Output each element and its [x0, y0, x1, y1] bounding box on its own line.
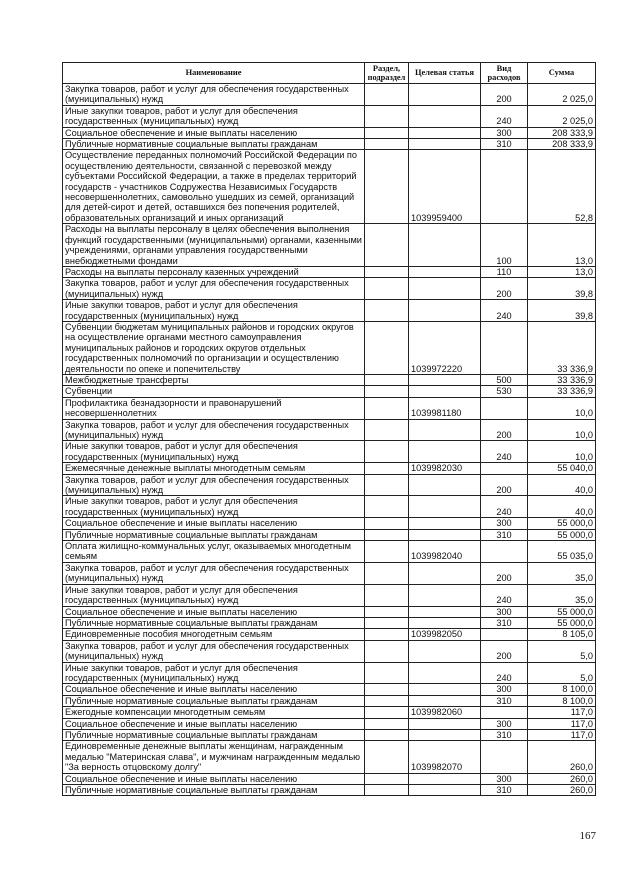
cell-article	[409, 278, 481, 300]
cell-kind: 200	[481, 640, 528, 662]
cell-section	[365, 419, 409, 441]
cell-kind: 530	[481, 386, 528, 397]
table-row	[63, 496, 596, 518]
cell-section	[365, 139, 409, 150]
table-row	[63, 266, 596, 277]
cell-section	[365, 397, 409, 419]
cell-sum: 2 025,0	[528, 84, 596, 106]
cell-sum: 55 000,0	[528, 617, 596, 628]
cell-kind: 240	[481, 662, 528, 684]
cell-article: 1039982030	[409, 463, 481, 474]
table-row	[63, 541, 596, 563]
cell-kind: 500	[481, 374, 528, 385]
cell-sum: 8 100,0	[528, 684, 596, 695]
cell-kind: 240	[481, 105, 528, 127]
cell-kind	[481, 629, 528, 640]
cell-section	[365, 529, 409, 540]
cell-name: Закупка товаров, работ и услуг для обеспечения государственных (муниципальных) нужд	[63, 278, 365, 300]
cell-name: Субвенции бюджетам муниципальных районов и городских округов на осуществление органами местного самоуправления муниципальных районов и городских округов отдельных государственных полномочий по организации и осуществлению деятельности по опеке и попечительству	[63, 321, 365, 374]
cell-name: Субвенции	[63, 386, 365, 397]
cell-article	[409, 584, 481, 606]
budget-table	[62, 62, 596, 796]
cell-name: Ежегодные компенсации многодетным семьям	[63, 707, 365, 718]
cell-kind: 310	[481, 695, 528, 706]
cell-article	[409, 606, 481, 617]
page-number: 167	[579, 830, 596, 842]
cell-article	[409, 562, 481, 584]
cell-name: Единовременные денежные выплаты женщинам, награжденным медалью "Материнская слава", и мужчинам награжденным медалью "За верность отцовскому долгу"	[63, 741, 365, 773]
cell-sum: 55 000,0	[528, 518, 596, 529]
cell-section	[365, 718, 409, 729]
cell-sum: 40,0	[528, 496, 596, 518]
cell-kind	[481, 741, 528, 773]
cell-kind: 200	[481, 84, 528, 106]
cell-name: Иные закупки товаров, работ и услуг для обеспечения государственных (муниципальных) нужд	[63, 441, 365, 463]
cell-name: Иные закупки товаров, работ и услуг для обеспечения государственных (муниципальных) нужд	[63, 496, 365, 518]
cell-name: Иные закупки товаров, работ и услуг для обеспечения государственных (муниципальных) нужд	[63, 662, 365, 684]
table-row	[63, 606, 596, 617]
cell-name: Закупка товаров, работ и услуг для обеспечения государственных (муниципальных) нужд	[63, 562, 365, 584]
cell-kind: 240	[481, 496, 528, 518]
cell-kind: 200	[481, 474, 528, 496]
cell-kind: 300	[481, 606, 528, 617]
cell-sum: 260,0	[528, 785, 596, 796]
table-row	[63, 785, 596, 796]
header-kind: Вид расходов	[481, 63, 528, 84]
header-article: Целевая статья	[409, 63, 481, 84]
cell-article	[409, 496, 481, 518]
cell-name: Социальное обеспечение и иные выплаты населению	[63, 773, 365, 784]
cell-kind: 310	[481, 529, 528, 540]
cell-name: Осуществление переданных полномочий Российской Федерации по осуществлению деятельности, связанной с перевозкой между субъектами Российской Федерации, а также в пределах территорий государств - участников Содружества Независимых Государств несовершеннолетних, самовольно ушедших из семей, организаций для детей-сирот и детей, оставшихся без попечения родителей, образовательных организаций и иных организаций	[63, 150, 365, 224]
table-row	[63, 707, 596, 718]
cell-sum: 5,0	[528, 640, 596, 662]
table-row	[63, 562, 596, 584]
table-row	[63, 463, 596, 474]
cell-section	[365, 300, 409, 322]
table-row	[63, 529, 596, 540]
cell-article	[409, 224, 481, 267]
cell-article	[409, 785, 481, 796]
table-row	[63, 419, 596, 441]
table-row	[63, 474, 596, 496]
table-row	[63, 374, 596, 385]
table-row	[63, 224, 596, 267]
cell-sum: 10,0	[528, 419, 596, 441]
cell-kind: 310	[481, 139, 528, 150]
cell-kind: 300	[481, 773, 528, 784]
cell-article: 1039959400	[409, 150, 481, 224]
cell-name: Публичные нормативные социальные выплаты гражданам	[63, 729, 365, 740]
cell-sum: 55 040,0	[528, 463, 596, 474]
cell-sum: 5,0	[528, 662, 596, 684]
cell-section	[365, 684, 409, 695]
table-row	[63, 684, 596, 695]
cell-kind: 310	[481, 785, 528, 796]
cell-sum: 13,0	[528, 224, 596, 267]
table-row	[63, 397, 596, 419]
cell-section	[365, 741, 409, 773]
table-row	[63, 518, 596, 529]
cell-article	[409, 374, 481, 385]
cell-article	[409, 684, 481, 695]
cell-sum: 52,8	[528, 150, 596, 224]
table-row	[63, 105, 596, 127]
table-body	[63, 84, 596, 796]
cell-article	[409, 662, 481, 684]
cell-article	[409, 386, 481, 397]
cell-sum: 208 333,9	[528, 139, 596, 150]
cell-section	[365, 729, 409, 740]
cell-article	[409, 729, 481, 740]
cell-kind: 200	[481, 278, 528, 300]
cell-sum: 35,0	[528, 562, 596, 584]
cell-name: Межбюджетные трансферты	[63, 374, 365, 385]
table-row	[63, 321, 596, 374]
cell-section	[365, 321, 409, 374]
cell-article: 1039982040	[409, 541, 481, 563]
cell-name: Закупка товаров, работ и услуг для обеспечения государственных (муниципальных) нужд	[63, 84, 365, 106]
table-row	[63, 718, 596, 729]
cell-section	[365, 640, 409, 662]
cell-sum: 2 025,0	[528, 105, 596, 127]
cell-section	[365, 518, 409, 529]
table-row	[63, 386, 596, 397]
cell-kind: 200	[481, 562, 528, 584]
cell-article	[409, 640, 481, 662]
cell-section	[365, 224, 409, 267]
cell-kind: 310	[481, 617, 528, 628]
cell-kind: 240	[481, 584, 528, 606]
cell-section	[365, 278, 409, 300]
cell-name: Социальное обеспечение и иные выплаты населению	[63, 606, 365, 617]
cell-section	[365, 386, 409, 397]
cell-kind: 300	[481, 718, 528, 729]
cell-name: Расходы на выплаты персоналу казенных учреждений	[63, 266, 365, 277]
cell-article	[409, 773, 481, 784]
cell-article	[409, 300, 481, 322]
table-row	[63, 84, 596, 106]
cell-sum: 117,0	[528, 718, 596, 729]
cell-section	[365, 562, 409, 584]
cell-kind	[481, 707, 528, 718]
budget-sheet	[62, 62, 595, 796]
table-row	[63, 441, 596, 463]
cell-section	[365, 629, 409, 640]
cell-kind: 300	[481, 518, 528, 529]
cell-article	[409, 105, 481, 127]
cell-article: 1039982070	[409, 741, 481, 773]
cell-article	[409, 695, 481, 706]
cell-sum: 208 333,9	[528, 127, 596, 138]
cell-kind: 300	[481, 684, 528, 695]
header-section: Раздел, подраздел	[365, 63, 409, 84]
cell-article	[409, 441, 481, 463]
cell-name: Социальное обеспечение и иные выплаты населению	[63, 518, 365, 529]
cell-article	[409, 266, 481, 277]
cell-section	[365, 441, 409, 463]
cell-name: Закупка товаров, работ и услуг для обеспечения государственных (муниципальных) нужд	[63, 474, 365, 496]
cell-name: Социальное обеспечение и иные выплаты населению	[63, 718, 365, 729]
cell-section	[365, 541, 409, 563]
cell-section	[365, 496, 409, 518]
cell-section	[365, 374, 409, 385]
cell-kind	[481, 397, 528, 419]
cell-name: Иные закупки товаров, работ и услуг для обеспечения государственных (муниципальных) нужд	[63, 105, 365, 127]
table-row	[63, 640, 596, 662]
cell-kind	[481, 541, 528, 563]
cell-name: Публичные нормативные социальные выплаты гражданам	[63, 529, 365, 540]
table-row	[63, 741, 596, 773]
header-name: Наименование	[63, 63, 365, 84]
cell-kind: 200	[481, 419, 528, 441]
header-row	[63, 63, 596, 84]
cell-sum: 39,8	[528, 278, 596, 300]
table-row	[63, 629, 596, 640]
cell-kind: 240	[481, 441, 528, 463]
cell-article	[409, 718, 481, 729]
cell-section	[365, 463, 409, 474]
cell-section	[365, 695, 409, 706]
cell-article	[409, 617, 481, 628]
cell-sum: 8 100,0	[528, 695, 596, 706]
table-header	[63, 63, 596, 84]
cell-kind	[481, 150, 528, 224]
cell-sum: 35,0	[528, 584, 596, 606]
cell-kind: 310	[481, 729, 528, 740]
cell-name: Публичные нормативные социальные выплаты гражданам	[63, 139, 365, 150]
cell-section	[365, 584, 409, 606]
cell-section	[365, 266, 409, 277]
cell-section	[365, 105, 409, 127]
table-row	[63, 127, 596, 138]
cell-article: 1039972220	[409, 321, 481, 374]
cell-name: Публичные нормативные социальные выплаты гражданам	[63, 785, 365, 796]
cell-sum: 10,0	[528, 441, 596, 463]
cell-sum: 33 336,9	[528, 321, 596, 374]
cell-section	[365, 785, 409, 796]
cell-section	[365, 606, 409, 617]
cell-name: Публичные нормативные социальные выплаты гражданам	[63, 617, 365, 628]
cell-article: 1039982060	[409, 707, 481, 718]
cell-section	[365, 617, 409, 628]
cell-kind: 110	[481, 266, 528, 277]
cell-sum: 260,0	[528, 741, 596, 773]
cell-sum: 39,8	[528, 300, 596, 322]
cell-section	[365, 127, 409, 138]
table-row	[63, 300, 596, 322]
cell-name: Социальное обеспечение и иные выплаты населению	[63, 127, 365, 138]
cell-sum: 33 336,9	[528, 374, 596, 385]
cell-sum: 260,0	[528, 773, 596, 784]
cell-section	[365, 662, 409, 684]
cell-name: Закупка товаров, работ и услуг для обеспечения государственных (муниципальных) нужд	[63, 640, 365, 662]
cell-sum: 40,0	[528, 474, 596, 496]
cell-article	[409, 84, 481, 106]
cell-section	[365, 84, 409, 106]
table-row	[63, 139, 596, 150]
cell-sum: 33 336,9	[528, 386, 596, 397]
header-sum: Сумма	[528, 63, 596, 84]
table-row	[63, 773, 596, 784]
cell-sum: 10,0	[528, 397, 596, 419]
cell-name: Социальное обеспечение и иные выплаты населению	[63, 684, 365, 695]
cell-name: Иные закупки товаров, работ и услуг для обеспечения государственных (муниципальных) нужд	[63, 300, 365, 322]
cell-name: Единовременные пособия многодетным семьям	[63, 629, 365, 640]
cell-name: Закупка товаров, работ и услуг для обеспечения государственных (муниципальных) нужд	[63, 419, 365, 441]
cell-kind: 240	[481, 300, 528, 322]
table-row	[63, 584, 596, 606]
cell-kind	[481, 321, 528, 374]
cell-sum: 55 000,0	[528, 606, 596, 617]
cell-section	[365, 150, 409, 224]
cell-sum: 55 000,0	[528, 529, 596, 540]
cell-article	[409, 474, 481, 496]
cell-kind: 100	[481, 224, 528, 267]
table-row	[63, 150, 596, 224]
cell-article	[409, 127, 481, 138]
table-row	[63, 662, 596, 684]
table-row	[63, 617, 596, 628]
cell-section	[365, 707, 409, 718]
cell-sum: 13,0	[528, 266, 596, 277]
table-row	[63, 278, 596, 300]
cell-name: Профилактика безнадзорности и правонарушений несовершеннолетних	[63, 397, 365, 419]
cell-article	[409, 518, 481, 529]
cell-sum: 55 035,0	[528, 541, 596, 563]
cell-section	[365, 773, 409, 784]
cell-name: Иные закупки товаров, работ и услуг для обеспечения государственных (муниципальных) нужд	[63, 584, 365, 606]
cell-section	[365, 474, 409, 496]
cell-sum: 117,0	[528, 729, 596, 740]
cell-kind	[481, 463, 528, 474]
cell-sum: 117,0	[528, 707, 596, 718]
cell-article	[409, 529, 481, 540]
cell-name: Оплата жилищно-коммунальных услуг, оказываемых многодетным семьям	[63, 541, 365, 563]
cell-name: Расходы на выплаты персоналу в целях обеспечения выполнения функций государственными (муниципальными) органами, казенными учреждениями, органами управления государственными внебюджетными фондами	[63, 224, 365, 267]
cell-article	[409, 419, 481, 441]
cell-article	[409, 139, 481, 150]
cell-name: Публичные нормативные социальные выплаты гражданам	[63, 695, 365, 706]
cell-sum: 8 105,0	[528, 629, 596, 640]
cell-article: 1039982050	[409, 629, 481, 640]
cell-kind: 300	[481, 127, 528, 138]
table-row	[63, 729, 596, 740]
table-row	[63, 695, 596, 706]
cell-article: 1039981180	[409, 397, 481, 419]
cell-name: Ежемесячные денежные выплаты многодетным семьям	[63, 463, 365, 474]
